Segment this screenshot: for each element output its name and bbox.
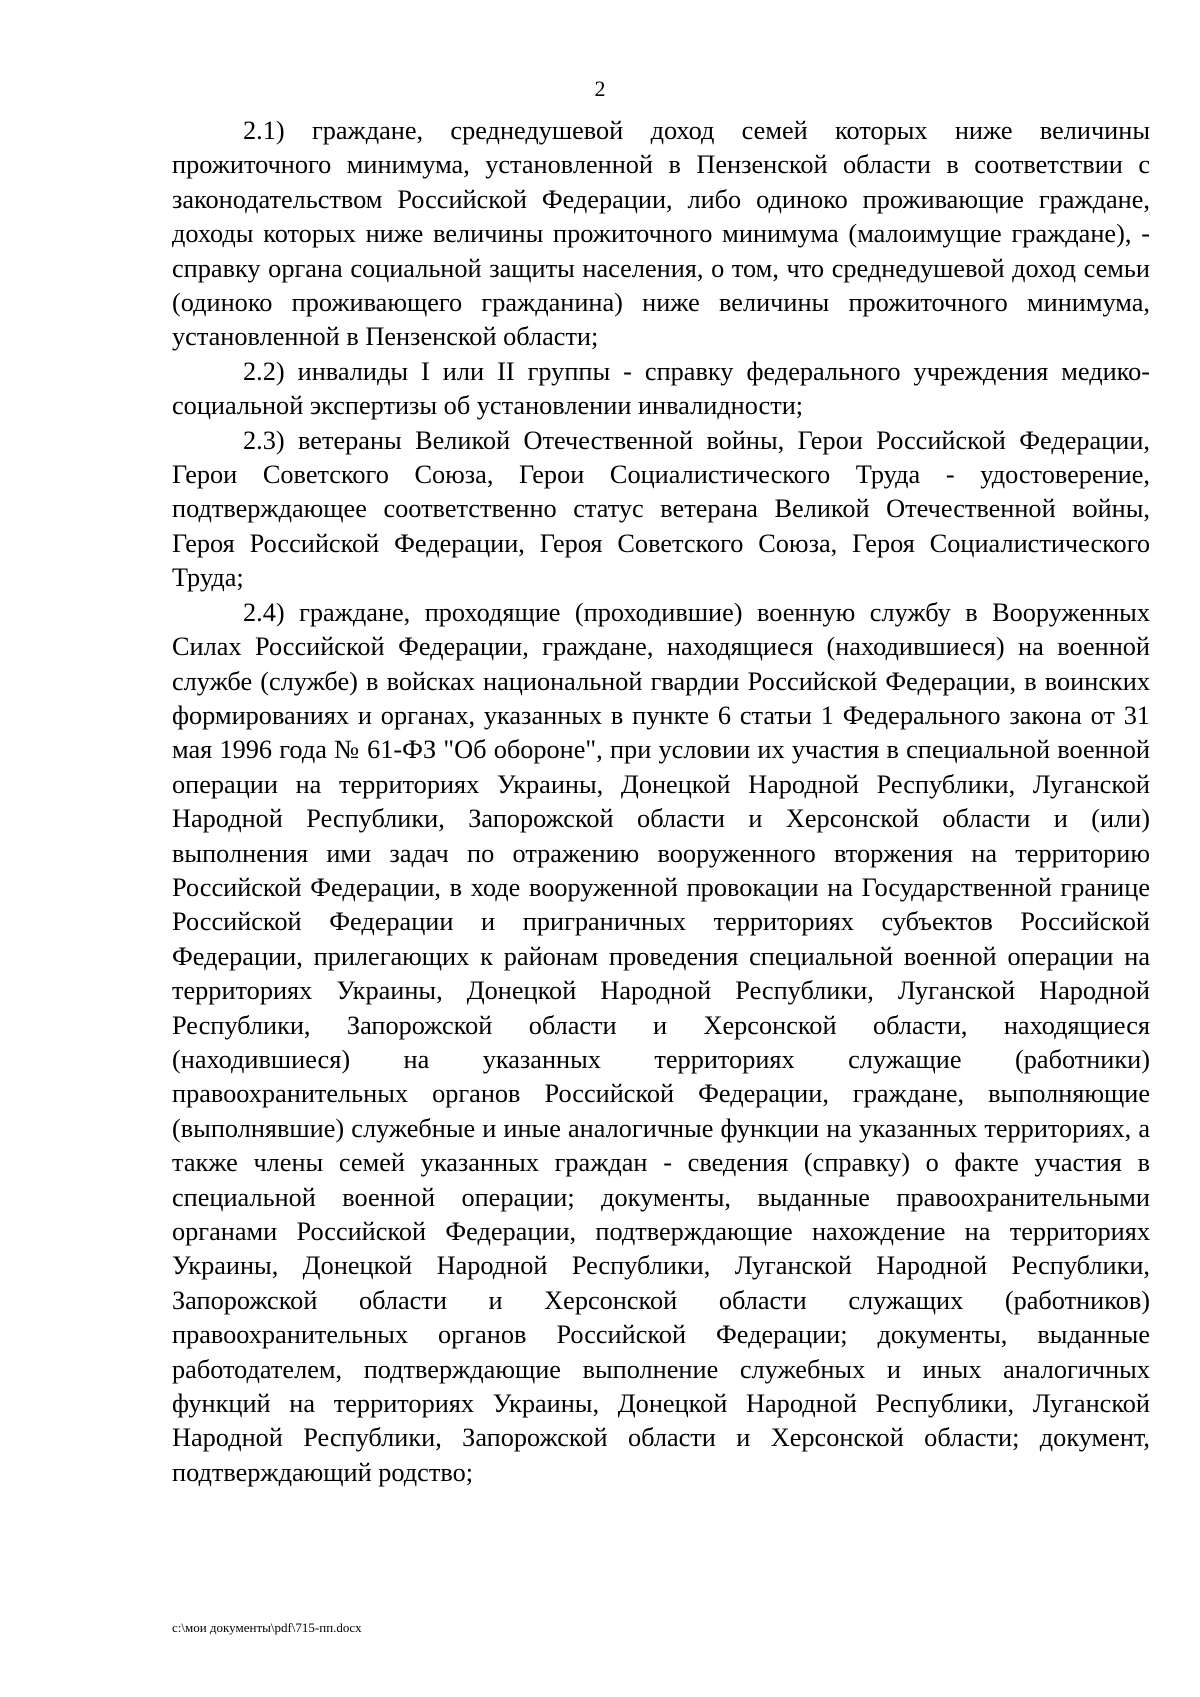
paragraph-2-2: 2.2) инвалиды I или II группы - справку федерального учреждения медико-социальной экспертизы об установлении инвалидности; — [172, 356, 1150, 421]
paragraph-2-1: 2.1) граждане, среднедушевой доход семей которых ниже величины прожиточного минимума, установленной в Пензенской области в соответствии с законодательством Российской Федерации, либо одиноко проживающие граждане, доходы которых ниже величины прожиточного минимума (малоимущие граждане), - справку органа социальной защиты населения, о том, что среднедушевой доход семьи (одиноко проживающего гражданина) ниже величины прожиточного минимума, установленной в Пензенской области; — [172, 116, 1150, 352]
paragraph-2-4: 2.4) граждане, проходящие (проходившие) военную службу в Вооруженных Силах Российской Федерации, граждане, находящиеся (находившиеся) на военной службе (службе) в войсках национальной гвардии Российской Федерации, в воинских формированиях и органах, указанных в пункте 6 статьи 1 Федерального закона от 31 мая 1996 года № 61-ФЗ "Об обороне", при условии их участия в специальной военной операции на территориях Украины, Донецкой Народной Республики, Луганской Народной Республики, Запорожской области и Херсонской области и (или) выполнения ими задач по отражению вооруженного вторжения на территорию Российской Федерации, в ходе вооруженной провокации на Государственной границе Российской Федерации и приграничных территориях субъектов Российской Федерации, прилегающих к районам проведения специальной военной операции на территориях Украины, Донецкой Народной Республики, Луганской Народной Республики, Запорожской области и Херсонской области, находящиеся (находившиеся) на указанных территориях служащие (работники) правоохранительных органов Российской Федерации, граждане, выполняющие (выполнявшие) служебные и иные аналогичные функции на указанных территориях, а также члены семей указанных граждан - сведения (справку) о факте участия в специальной военной операции; документы, выданные правоохранительными органами Российской Федерации, подтверждающие нахождение на территориях Украины, Донецкой Народной Республики, Луганской Народной Республики, Запорожской области и Херсонской области служащих (работников) правоохранительных органов Российской Федерации; документы, выданные работодателем, подтверждающие выполнение служебных и иных аналогичных функций на территориях Украины, Донецкой Народной Республики, Луганской Народной Республики, Запорожской области и Херсонской области; документ, подтверждающий родство; — [172, 597, 1150, 1487]
footer-file-path: c:\мои документы\pdf\715-пп.docx — [172, 1620, 362, 1635]
document-body — [172, 114, 1150, 1490]
page-number: 2 — [594, 76, 606, 101]
paragraph-2-3: 2.3) ветераны Великой Отечественной войны, Герои Российской Федерации, Герои Советского Союза, Герои Социалистического Труда - удостоверение, подтверждающее соответственно статус ветерана Великой Отечественной войны, Героя Российской Федерации, Героя Советского Союза, Героя Социалистического Труда; — [172, 425, 1150, 593]
